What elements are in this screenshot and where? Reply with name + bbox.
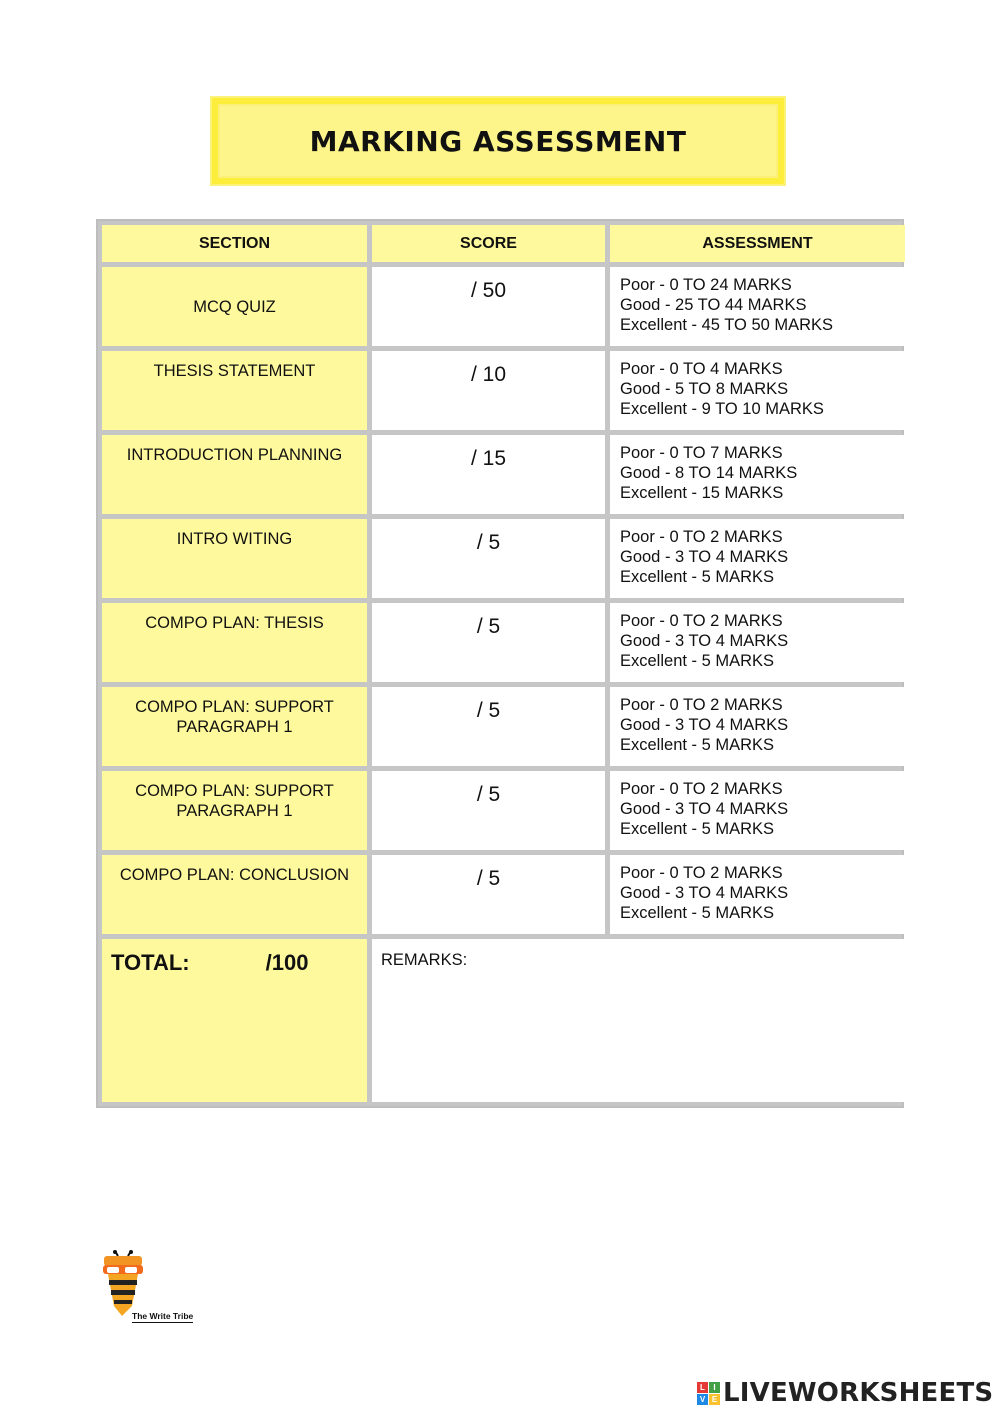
header-assessment: ASSESSMENT (610, 225, 905, 262)
assessment-line: Excellent - 15 MARKS (620, 484, 784, 502)
assessment-line: Good - 5 TO 8 MARKS (620, 380, 789, 398)
brand-square: I (709, 1382, 720, 1393)
liveworksheets-logo-icon[interactable] (697, 1378, 993, 1408)
assessment-line: Poor - 0 TO 7 MARKS (620, 444, 783, 462)
assessment-line: Good - 3 TO 4 MARKS (620, 716, 789, 734)
title-banner (212, 98, 784, 184)
assessment-cell (610, 687, 905, 766)
assessment-line: Excellent - 45 TO 50 MARKS (620, 316, 834, 334)
score-cell: / 5 (372, 855, 605, 934)
brand-squares (697, 1382, 720, 1405)
brand-square: L (697, 1382, 708, 1393)
assessment-line: Excellent - 5 MARKS (620, 736, 775, 754)
brand-square: E (709, 1394, 720, 1405)
brand-text: LIVEWORKSHEETS (723, 1378, 994, 1408)
assessment-line: Poor - 0 TO 2 MARKS (620, 864, 783, 882)
remarks-cell[interactable] (372, 939, 905, 1102)
total-max: /100 (265, 950, 309, 975)
score-cell: / 5 (372, 771, 605, 850)
assessment-line: Excellent - 5 MARKS (620, 652, 775, 670)
assessment-line: Poor - 0 TO 2 MARKS (620, 780, 783, 798)
section-cell: INTRO WITING (102, 519, 367, 598)
assessment-line: Good - 3 TO 4 MARKS (620, 884, 789, 902)
score-cell: / 5 (372, 603, 605, 682)
assessment-line: Good - 25 TO 44 MARKS (620, 296, 807, 314)
section-cell: COMPO PLAN: SUPPORT PARAGRAPH 1 (102, 687, 367, 766)
assessment-line: Poor - 0 TO 2 MARKS (620, 696, 783, 714)
brand-square: V (697, 1394, 708, 1405)
section-cell: MCQ QUIZ (102, 267, 367, 346)
total-cell (102, 939, 367, 1102)
assessment-line: Poor - 0 TO 2 MARKS (620, 612, 783, 630)
assessment-table (96, 219, 904, 1108)
total-label: TOTAL: (111, 950, 190, 975)
section-cell: COMPO PLAN: CONCLUSION (102, 855, 367, 934)
page-title: MARKING ASSESSMENT (309, 124, 687, 158)
score-cell: / 10 (372, 351, 605, 430)
assessment-line: Good - 3 TO 4 MARKS (620, 800, 789, 818)
assessment-cell (610, 603, 905, 682)
assessment-cell (610, 267, 905, 346)
assessment-line: Excellent - 5 MARKS (620, 820, 775, 838)
section-cell: COMPO PLAN: THESIS (102, 603, 367, 682)
section-cell: THESIS STATEMENT (102, 351, 367, 430)
assessment-line: Good - 3 TO 4 MARKS (620, 632, 789, 650)
assessment-cell (610, 519, 905, 598)
header-section: SECTION (102, 225, 367, 262)
assessment-cell (610, 351, 905, 430)
assessment-cell (610, 771, 905, 850)
assessment-line: Good - 3 TO 4 MARKS (620, 548, 789, 566)
assessment-line: Poor - 0 TO 2 MARKS (620, 528, 783, 546)
assessment-line: Excellent - 5 MARKS (620, 904, 775, 922)
header-score: SCORE (372, 225, 605, 262)
score-cell: / 5 (372, 687, 605, 766)
logo-text: The Write Tribe (132, 1311, 194, 1321)
score-cell: / 5 (372, 519, 605, 598)
assessment-line: Good - 8 TO 14 MARKS (620, 464, 798, 482)
section-cell: INTRODUCTION PLANNING (102, 435, 367, 514)
remarks-label: REMARKS: (381, 951, 468, 969)
score-cell: / 15 (372, 435, 605, 514)
section-cell: COMPO PLAN: SUPPORT PARAGRAPH 1 (102, 771, 367, 850)
assessment-cell (610, 855, 905, 934)
assessment-line: Excellent - 5 MARKS (620, 568, 775, 586)
assessment-line: Poor - 0 TO 4 MARKS (620, 360, 783, 378)
score-cell: / 50 (372, 267, 605, 346)
assessment-line: Poor - 0 TO 24 MARKS (620, 276, 792, 294)
assessment-cell (610, 435, 905, 514)
assessment-line: Excellent - 9 TO 10 MARKS (620, 400, 824, 418)
